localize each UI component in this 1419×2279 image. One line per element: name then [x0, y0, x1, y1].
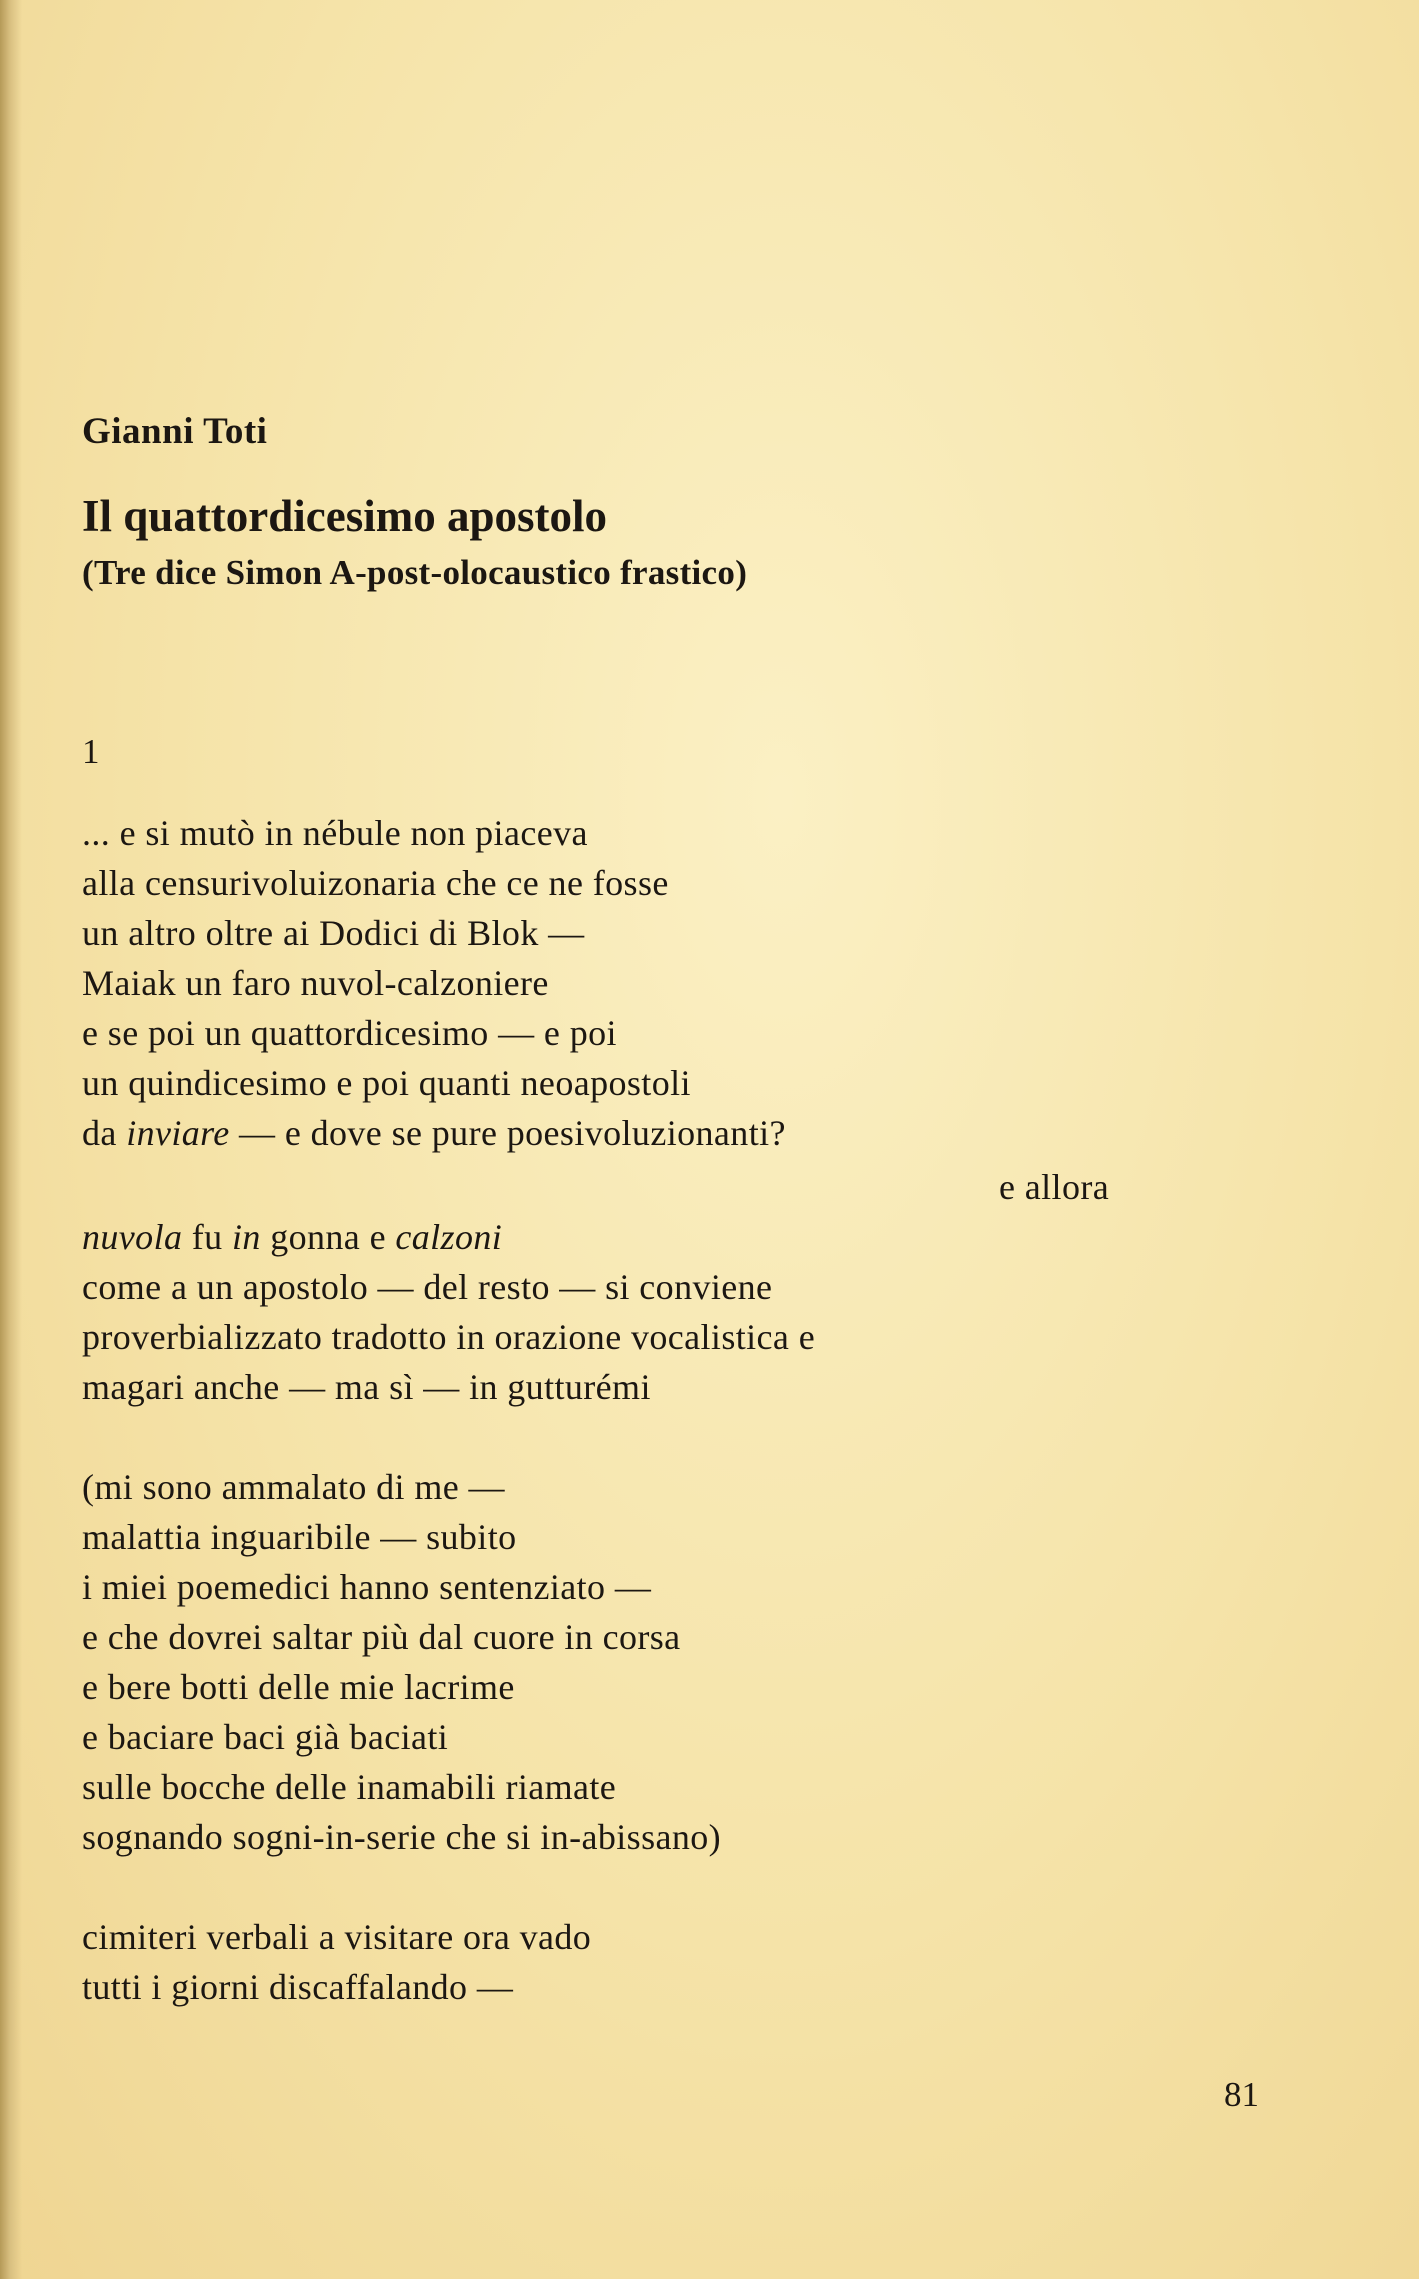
italic-segment: inviare: [126, 1113, 230, 1153]
poem-line: tutti i giorni discaffalando —: [82, 1967, 514, 2007]
page-edge-shadow: [0, 0, 22, 2279]
poem-line: ... e si mutò in nébule non piaceva: [82, 813, 588, 853]
italic-segment: calzoni: [395, 1217, 503, 1257]
poem-line: alla censurivoluizonaria che ce ne fosse: [82, 863, 669, 903]
poem-line: e che dovrei saltar più dal cuore in corsa: [82, 1617, 681, 1657]
poem-line: e bere botti delle mie lacrime: [82, 1667, 515, 1707]
poem-subtitle: (Tre dice Simon A-post-olocaustico frastico): [82, 553, 748, 592]
poem-line: malattia inguaribile — subito: [82, 1517, 517, 1557]
italic-segment: in: [231, 1217, 261, 1257]
poem-line: (mi sono ammalato di me —: [82, 1467, 505, 1507]
poem-line: i miei poemedici hanno sentenziato —: [82, 1567, 652, 1607]
text-segment: gonna e: [260, 1217, 396, 1257]
poem-line: come a un apostolo — del resto — si conviene: [82, 1267, 773, 1307]
poem-line: un quindicesimo e poi quanti neoapostoli: [82, 1063, 691, 1103]
poem-title: Il quattordicesimo apostolo: [82, 491, 608, 541]
author-name: Gianni Toti: [82, 411, 268, 452]
poem-line: sulle bocche delle inamabili riamate: [82, 1767, 617, 1807]
poem-line: e se poi un quattordicesimo — e poi: [82, 1013, 617, 1053]
text-segment: — e dove se pure poesivoluzionanti?: [229, 1113, 786, 1153]
poem-line: e allora: [999, 1167, 1110, 1207]
section-number: 1: [82, 732, 100, 771]
page-number: 81: [1224, 2075, 1259, 2114]
text-segment: da: [82, 1113, 127, 1153]
poem-line: Maiak un faro nuvol-calzoniere: [82, 963, 549, 1003]
text-segment: fu: [182, 1217, 232, 1257]
italic-segment: nuvola: [82, 1217, 183, 1257]
poem-line: cimiteri verbali a visitare ora vado: [82, 1917, 592, 1957]
poem-line: proverbializzato tradotto in orazione vocalistica e: [82, 1317, 816, 1357]
poem-line: [82, 1112, 786, 1154]
poem-line: e baciare baci già baciati: [82, 1717, 449, 1757]
poem-line: sognando sogni-in-serie che si in-abissano): [82, 1817, 722, 1857]
poem-line: un altro oltre ai Dodici di Blok —: [82, 913, 585, 953]
poem-line: magari anche — ma sì — in gutturémi: [82, 1367, 651, 1407]
poem-line: [82, 1216, 502, 1258]
